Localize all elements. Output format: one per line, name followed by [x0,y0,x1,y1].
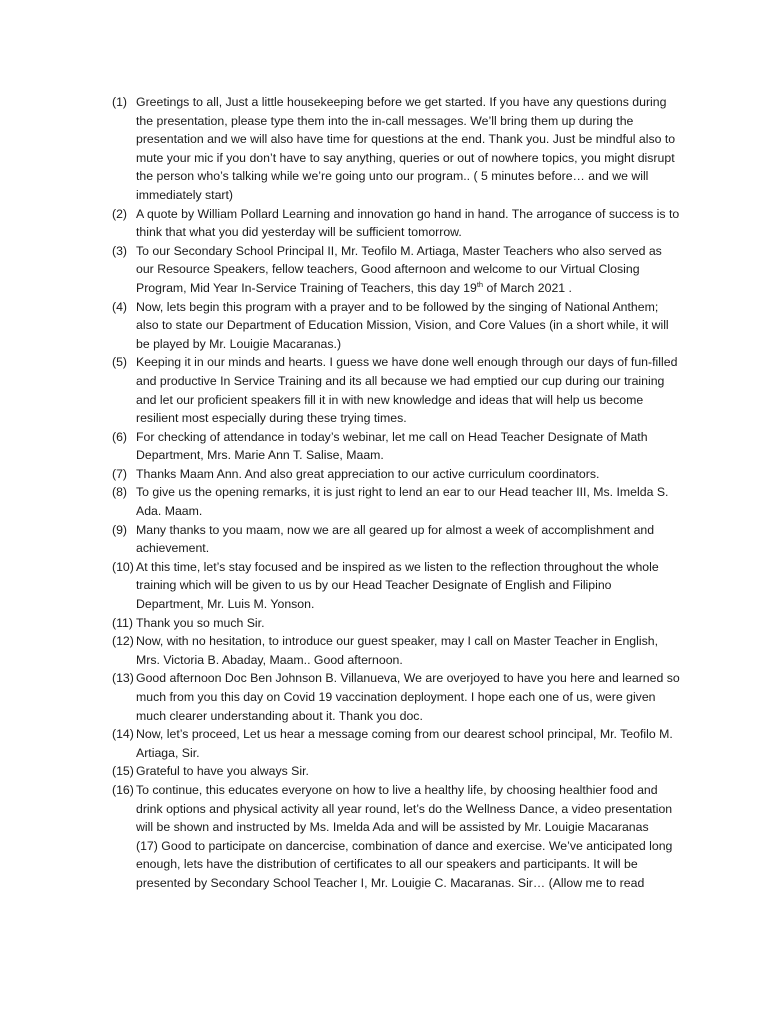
item-text: Now, with no hesitation, to introduce our guest speaker, may I call on Master Teacher in English, Mrs. Victoria B. Abaday, Maam.. Good afternoon. [136,634,658,667]
item-text [136,242,680,298]
item-text: To continue, this educates everyone on how to live a healthy life, by choosing healthier food and drink options and physical activity all year round, let’s do the Wellness Dance, a video presentation will be shown and instructed by Ms. Imelda Ada and will be assisted by Mr. Louigie Macaranas [136,782,673,835]
list-item-1 [112,93,680,205]
item-number: (9) [112,522,128,537]
list-item-12 [112,632,680,669]
item-number: (5) [112,355,128,370]
item-number: (14) [112,727,134,742]
item-text: At this time, let’s stay focused and be inspired as we listen to the reflection throughout the whole training which will be given to us by our Head Teacher Designate of English and Filipino Department, Mr. Luis M. Yonson. [136,559,659,612]
item-text: Greetings to all, Just a little housekeeping before we get started. If you have any questions during the presentation, please type them into the in-call messages. We’ll bring them up during the presentation and we will also have time for questions at the end. Thank you. Just be mindful also to mute your mic if you don’t have to say anything, queries or out of nowhere topics, you might disrupt the person who’s talking while we’re going unto our program.. ( 5 minutes before… and we will immediately start) [136,95,676,202]
item-text: To give us the opening remarks, it is just right to lend an ear to our Head teacher III, Ms. Imelda S. Ada. Maam. [136,485,669,519]
item-number: (15) [112,764,134,779]
item-number: (4) [112,299,128,314]
item-text: (17) Good to participate on dancercise, combination of dance and exercise. We’ve anticipated long enough, lets have the distribution of certificates to all our speakers and participants. It will be presented by Secondary School Teacher I, Mr. Louigie C. Macaranas. Sir… (Allow me to read [136,838,673,890]
list-item-3 [112,242,680,298]
item-text: Thanks Maam Ann. And also great appreciation to our active curriculum coordinators. [136,466,600,481]
item-text: Grateful to have you always Sir. [136,764,309,779]
list-item-7 [112,465,680,484]
item-number: (11) [112,615,133,630]
program-script-list [112,93,680,893]
item-text: For checking of attendance in today’s webinar, let me call on Head Teacher Designate of Math Department, Mrs. Marie Ann T. Salise, Maam. [136,429,648,463]
list-item-6 [112,428,680,465]
list-item-13 [112,669,680,725]
list-item-15 [112,762,680,781]
item-text-part: of March 2021 . [483,280,572,295]
item-number: (10) [112,559,134,574]
item-text: A quote by William Pollard Learning and innovation go hand in hand. The arrogance of success is to think that what you did yesterday will be sufficient tomorrow. [136,206,680,240]
item-number: (6) [112,429,128,444]
list-item-10 [112,558,680,614]
item-text: Now, lets begin this program with a prayer and to be followed by the singing of National Anthem; also to state our Department of Education Mission, Vision, and Core Values (in a short while, it will be played by Mr. Louigie Macaranas.) [136,299,669,351]
list-item-17 [112,837,680,893]
item-number: (13) [112,671,134,686]
list-item-16 [112,781,680,837]
list-item-2 [112,205,680,242]
item-number: (12) [112,634,134,649]
list-item-8 [112,483,680,520]
item-number: (8) [112,485,128,500]
item-number: (16) [112,782,134,797]
list-item-11 [112,614,680,633]
item-text: Now, let’s proceed, Let us hear a message coming from our dearest school principal, Mr. Teofilo M. Artiaga, Sir. [136,727,673,760]
item-text: Thank you so much Sir. [136,615,265,630]
item-number: (7) [112,466,128,481]
list-item-5 [112,353,680,427]
item-text: Keeping it in our minds and hearts. I guess we have done well enough through our days of fun-filled and productive In Service Training and its all because we had emptied our cup during our training and let our proficient speakers fill it in with new knowledge and ideas that will help us become resilient most especially during these trying times. [136,355,678,426]
list-item-4 [112,298,680,354]
item-text: Good afternoon Doc Ben Johnson B. Villanueva, We are overjoyed to have you here and learned so much from you this day on Covid 19 vaccination deployment. I hope each one of us, were given much clearer understanding about it. Thank you doc. [136,671,680,723]
item-text: Many thanks to you maam, now we are all geared up for almost a week of accomplishment and achievement. [136,522,655,556]
item-number [112,837,136,893]
list-item-9 [112,521,680,558]
list-item-14 [112,725,680,762]
item-number: (3) [112,243,128,258]
ordinal-suffix: th [476,279,484,289]
item-number: (2) [112,206,128,221]
item-text-part: To our Secondary School Principal II, Mr. Teofilo M. Artiaga, Master Teachers who also served as our Resource Speakers, fellow teachers, Good afternoon and welcome to our Virtual Closing Program, Mid Year In-Service Training of Teachers, this day 19 [136,243,662,295]
item-number: (1) [112,95,128,109]
